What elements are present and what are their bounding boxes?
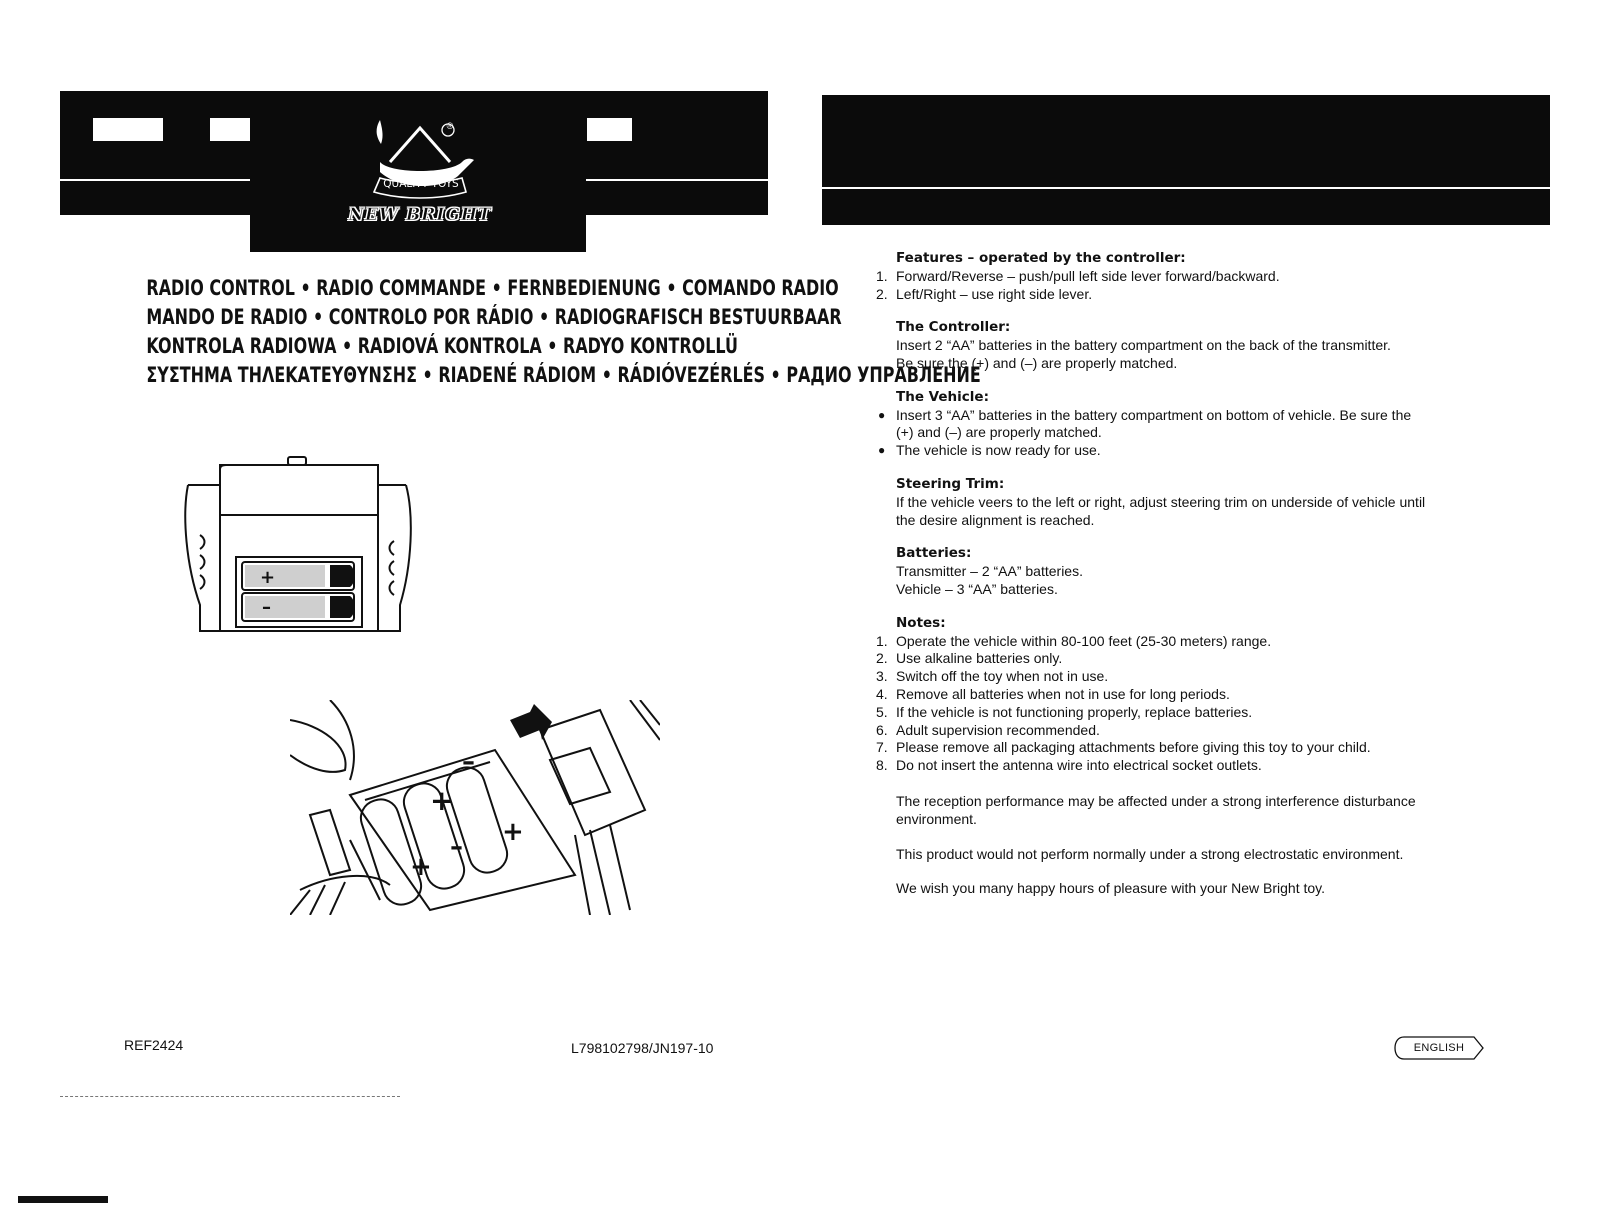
steering-section [864, 476, 1514, 529]
controller-line-1: Insert 2 “AA” batteries in the battery compartment on the back of the transmitter. [896, 337, 1391, 354]
svg-text:–: – [262, 597, 271, 618]
steering-line-2: the desire alignment is reached. [896, 511, 1095, 528]
steering-heading: Steering Trim: [896, 475, 1005, 492]
reception-line-1: The reception performance may be affected under a strong interference disturbance [896, 792, 1416, 809]
languages-line-2: MANDO DE RADIO • CONTROLO POR RÁDIO • RADIOGRAFISCH BESTUURBAAR [146, 305, 842, 329]
bullet-icon: ● [878, 407, 886, 422]
controller-heading: The Controller: [896, 319, 1011, 336]
features-section [864, 250, 1514, 303]
wish-paragraph: We wish you many happy hours of pleasure with your New Bright toy. [896, 880, 1326, 897]
language-badge [1394, 1036, 1484, 1060]
list-item [864, 650, 1514, 668]
list-item [864, 668, 1514, 686]
controller-battery-illustration [180, 455, 430, 655]
item-text-continued: (+) and (–) are properly matched. [896, 424, 1102, 441]
steering-line-1: If the vehicle veers to the left or right, adjust steering trim on underside of vehicle until [896, 493, 1426, 510]
logo-brand-text: NEW BRIGHT [348, 205, 492, 225]
item-number: 8. [876, 757, 888, 774]
left-white-tab-3 [587, 118, 632, 141]
vehicle-battery-illustration [290, 700, 660, 915]
list-item [864, 722, 1514, 740]
logo-badge-text: QUALITY TOYS [383, 178, 459, 190]
vehicle-heading: The Vehicle: [896, 388, 989, 405]
vehicle-section [864, 389, 1514, 460]
electrostatic-paragraph: This product would not perform normally under a strong electrostatic environment. [896, 845, 1404, 862]
batteries-line-1: Transmitter – 2 “AA” batteries. [896, 563, 1083, 580]
item-text: Insert 3 “AA” batteries in the battery compartment on bottom of vehicle. Be sure the [896, 406, 1412, 423]
scan-bar-artifact [18, 1196, 108, 1203]
item-text: Operate the vehicle within 80-100 feet (25-30 meters) range. [896, 632, 1272, 649]
controller-line-2: Be sure the (+) and (–) are properly matched. [896, 354, 1178, 371]
item-text: Adult supervision recommended. [896, 721, 1100, 738]
languages-line-4: ΣΥΣΤΗΜΑ ΤΗΛΕΚΑΤΕΥΘΥΝΣΗΣ • RIADENÉ RÁDIOM • RÁDIÓVEZÉRLÉS • РАДИО УПРАВЛЕНИЕ [146, 363, 981, 387]
item-number: 3. [876, 668, 888, 685]
svg-text:–: – [450, 832, 463, 862]
item-text: If the vehicle is not functioning properly, replace batteries. [896, 703, 1253, 720]
batteries-heading: Batteries: [896, 545, 972, 562]
right-stripe [822, 187, 1550, 189]
instructions-column [864, 250, 1514, 915]
item-text: Please remove all packaging attachments before giving this toy to your child. [896, 739, 1371, 756]
svg-text:+: + [502, 817, 524, 847]
vehicle-list [864, 407, 1514, 460]
list-item [864, 286, 1514, 304]
reception-paragraph [896, 793, 1514, 829]
item-number: 5. [876, 703, 888, 720]
item-number: 2. [876, 650, 888, 667]
list-item [864, 739, 1514, 757]
item-text: Switch off the toy when not in use. [896, 668, 1109, 685]
reception-line-2: environment. [896, 810, 977, 827]
languages-line-3: KONTROLA RADIOWA • RADIOVÁ KONTROLA • RADYO KONTROLLÜ [146, 334, 738, 358]
item-number: 2. [876, 285, 888, 302]
notes-heading: Notes: [896, 614, 946, 631]
list-item [864, 407, 1514, 443]
list-item [864, 633, 1514, 651]
controller-section [864, 319, 1514, 372]
svg-text:+: + [430, 784, 454, 817]
features-heading: Features – operated by the controller: [896, 250, 1186, 266]
list-item [864, 442, 1514, 460]
batteries-line-2: Vehicle – 3 “AA” batteries. [896, 580, 1058, 597]
left-white-tab-2 [210, 118, 250, 141]
item-number: 1. [876, 267, 888, 284]
left-stripe-1 [60, 179, 250, 181]
item-text: Forward/Reverse – push/pull left side lever forward/backward. [896, 267, 1280, 284]
svg-text:+: + [260, 567, 276, 588]
left-stripe-2 [586, 179, 768, 181]
item-text: Use alkaline batteries only. [896, 650, 1063, 667]
svg-text:–: – [462, 747, 475, 777]
list-item [864, 686, 1514, 704]
right-header-band [822, 95, 1550, 225]
ref-code: REF2424 [124, 1037, 184, 1053]
languages-line-1: RADIO CONTROL • RADIO COMMANDE • FERNBEDIENUNG • COMANDO RADIO [146, 276, 839, 300]
svg-text:+: + [410, 852, 432, 882]
language-badge-label: ENGLISH [1413, 1042, 1465, 1054]
scan-line-artifact [60, 1096, 400, 1097]
batteries-section [864, 545, 1514, 598]
left-white-tab-1 [93, 118, 163, 141]
list-item [864, 268, 1514, 286]
list-item [864, 757, 1514, 775]
item-text: Do not insert the antenna wire into electrical socket outlets. [896, 757, 1262, 774]
registered-mark: ® [446, 121, 454, 131]
item-text: Left/Right – use right side lever. [896, 285, 1093, 302]
bullet-icon: ● [878, 443, 886, 458]
notes-section [864, 615, 1514, 775]
notes-list [864, 633, 1514, 775]
item-text: The vehicle is now ready for use. [896, 442, 1101, 459]
item-number: 1. [876, 632, 888, 649]
item-number: 6. [876, 721, 888, 738]
item-number: 7. [876, 739, 888, 756]
product-code: L798102798/JN197-10 [571, 1040, 714, 1056]
list-item [864, 704, 1514, 722]
features-list [864, 268, 1514, 304]
item-number: 4. [876, 685, 888, 702]
item-text: Remove all batteries when not in use for long periods. [896, 685, 1230, 702]
